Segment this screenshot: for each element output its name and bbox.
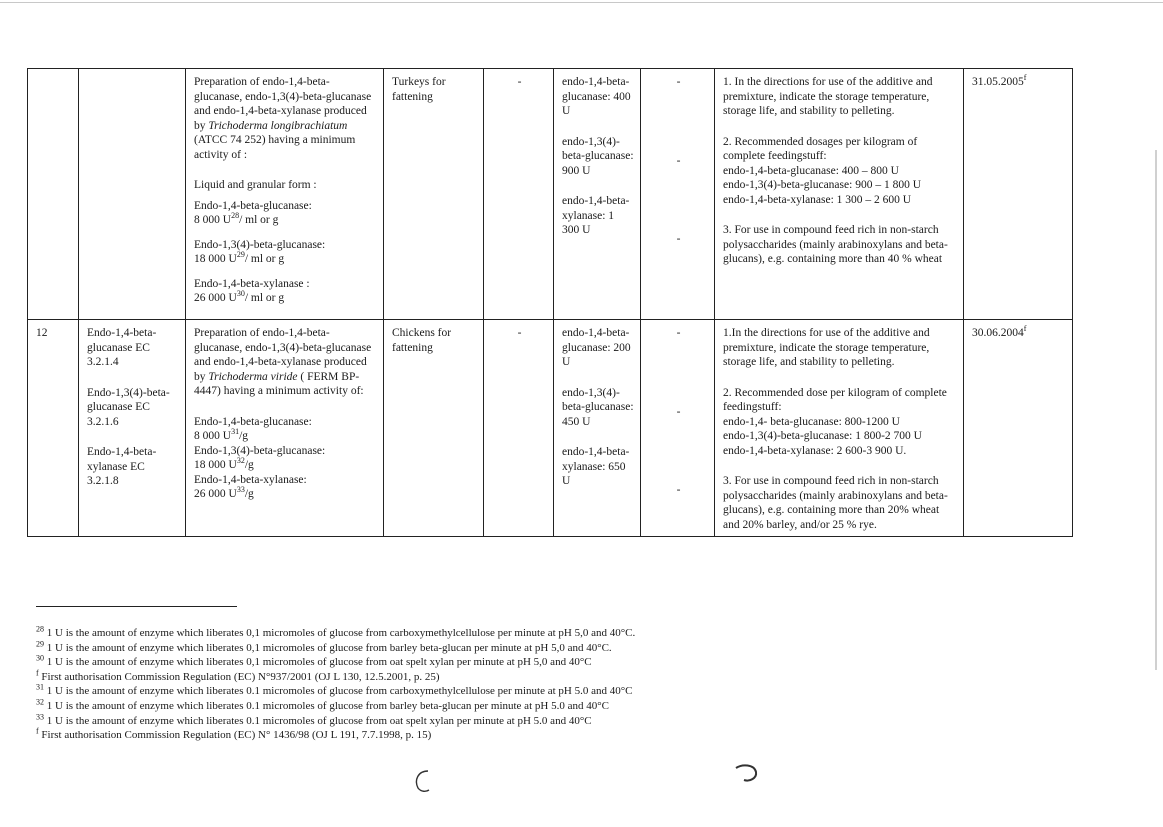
max-content-cell: - - - — [641, 320, 715, 537]
scan-mark-right — [732, 762, 760, 786]
species-cell: Chickens for fattening — [384, 320, 484, 537]
footnote: $^{33}$ 1 U is the amount of enzyme which liberates 0.1 micromoles of glucose from oat spelt xylan per minute at pH 5.0 and 40°C — [36, 711, 592, 727]
species-cell: Turkeys for fattening — [384, 69, 484, 320]
footnote: $^{29}$ 1 U is the amount of enzyme which liberates 0,1 micromoles of glucose from barley beta-glucan per minute at pH 5,0 and 40°C. — [36, 638, 612, 654]
enzymes-cell — [79, 69, 186, 320]
enzymes-cell: Endo-1,4-beta-glucanase EC 3.2.1.4 Endo-1,3(4)-beta-glucanase EC 3.2.1.6 Endo-1,4-beta-xylanase EC 3.2.1.8 — [79, 320, 186, 537]
description-cell: Preparation of endo-1,4-beta-glucanase, endo-1,3(4)-beta-glucanase and endo-1,4-beta-xylanase produced by Trichoderma viride ( FERM BP-4447) having a minimum activity of: Endo-1,4-beta-glucanase: 8 000 $U^{31}/g$ Endo-1,3(4)-beta-glucanase: 18 000 $U^{32}/g$ Endo-1,4-beta-xylanase: 26 000 $U^{33}/g$ — [186, 320, 384, 537]
min-content-cell: endo-1,4-beta-glucanase: 400 U endo-1,3(4)-beta-glucanase: 900 U endo-1,4-beta-xylanase: 1 300 U — [554, 69, 641, 320]
max-content-cell: - - - — [641, 69, 715, 320]
max-age-cell: - — [484, 69, 554, 320]
scan-top-edge — [0, 2, 1163, 3]
scan-right-edge — [1155, 150, 1157, 670]
table-row — [28, 320, 1073, 537]
max-age-cell: - — [484, 320, 554, 537]
description-cell: Preparation of endo-1,4-beta-glucanase, endo-1,3(4)-beta-glucanase and endo-1,4-beta-xylanase produced by Trichoderma longibrachiatum (ATCC 74 252) having a minimum activity of : Liquid and granular form : Endo-1,4-beta-glucanase: 8 000 $U^{28}/$ ml or g Endo-1,3(4)-beta-glucanase: 18 000 $U^{29}/$ ml or g Endo-1,4-beta-xylanase : 26 000 $U^{30}/$ ml or g — [186, 69, 384, 320]
footnotes — [36, 626, 1036, 743]
provisions-cell: 1. In the directions for use of the additive and premixture, indicate the storage temperature, storage life, and stability to pelleting. 2. Recommended dosages per kilogram of complete feedingstuff: endo-1,4-beta-glucanase: 400 – 800 U endo-1,3(4)-beta-glucanase: 900 – 1 800 U endo-1,4-beta-xylanase: 1 300 – 2 600 U 3. For use in compound feed rich in non-starch polysaccharides (mainly arabinoxylans and beta-glucans), e.g. containing more than 40 % wheat — [715, 69, 964, 320]
no-cell — [28, 69, 79, 320]
footnote: $^{32}$ 1 U is the amount of enzyme which liberates 0.1 micromoles of glucose from barley beta-glucan per minute at pH 5.0 and 40°C — [36, 697, 609, 712]
provisions-cell: 1.In the directions for use of the additive and premixture, indicate the storage temperature, storage life, and stability to pelleting. 2. Recommended dose per kilogram of complete feedingstuff: endo-1,4- beta-glucanase: 800-1200 U endo-1,3(4)-beta-glucanase: 1 800-2 700 U endo-1,4-beta-xylanase: 2 600-3 900 U. 3. For use in compound feed rich in non-starch polysaccharides (mainly arabinoxylans and beta-glucans), e.g. containing more than 20% wheat and 20% barley, and/or 25 % rye. — [715, 320, 964, 537]
date-cell: 30.06.2004$^f$ — [964, 320, 1073, 537]
date-cell: 31.05.2005$^f$ — [964, 69, 1073, 320]
table-row — [28, 69, 1073, 320]
footnote: $^f$ First authorisation Commission Regulation (EC) N°937/2001 (OJ L 130, 12.5.2001, p. 25) — [36, 668, 440, 683]
footnote-separator — [36, 606, 237, 607]
min-content-cell: endo-1,4-beta-glucanase: 200 U endo-1,3(4)-beta-glucanase: 450 U endo-1,4-beta-xylanase: 650 U — [554, 320, 641, 537]
footnote: $^{31}$ 1 U is the amount of enzyme which liberates 0.1 micromoles of glucose from carboxymethylcellulose per minute at pH 5.0 and 40°C — [36, 682, 633, 698]
no-cell: 12 — [28, 320, 79, 537]
footnote: $^{30}$ 1 U is the amount of enzyme which liberates 0,1 micromoles of glucose from oat spelt xylan per minute at pH 5,0 and 40°C — [36, 653, 592, 669]
additives-table — [27, 68, 1073, 537]
footnote: $^{28}$ 1 U is the amount of enzyme which liberates 0,1 micromoles of glucose from carboxymethylcellulose per minute at pH 5,0 and 40°C. — [36, 624, 636, 639]
scan-mark-left — [410, 768, 434, 794]
footnote: $^f$ First authorisation Commission Regulation (EC) N° 1436/98 (OJ L 191, 7.7.1998, p. 15) — [36, 726, 432, 742]
